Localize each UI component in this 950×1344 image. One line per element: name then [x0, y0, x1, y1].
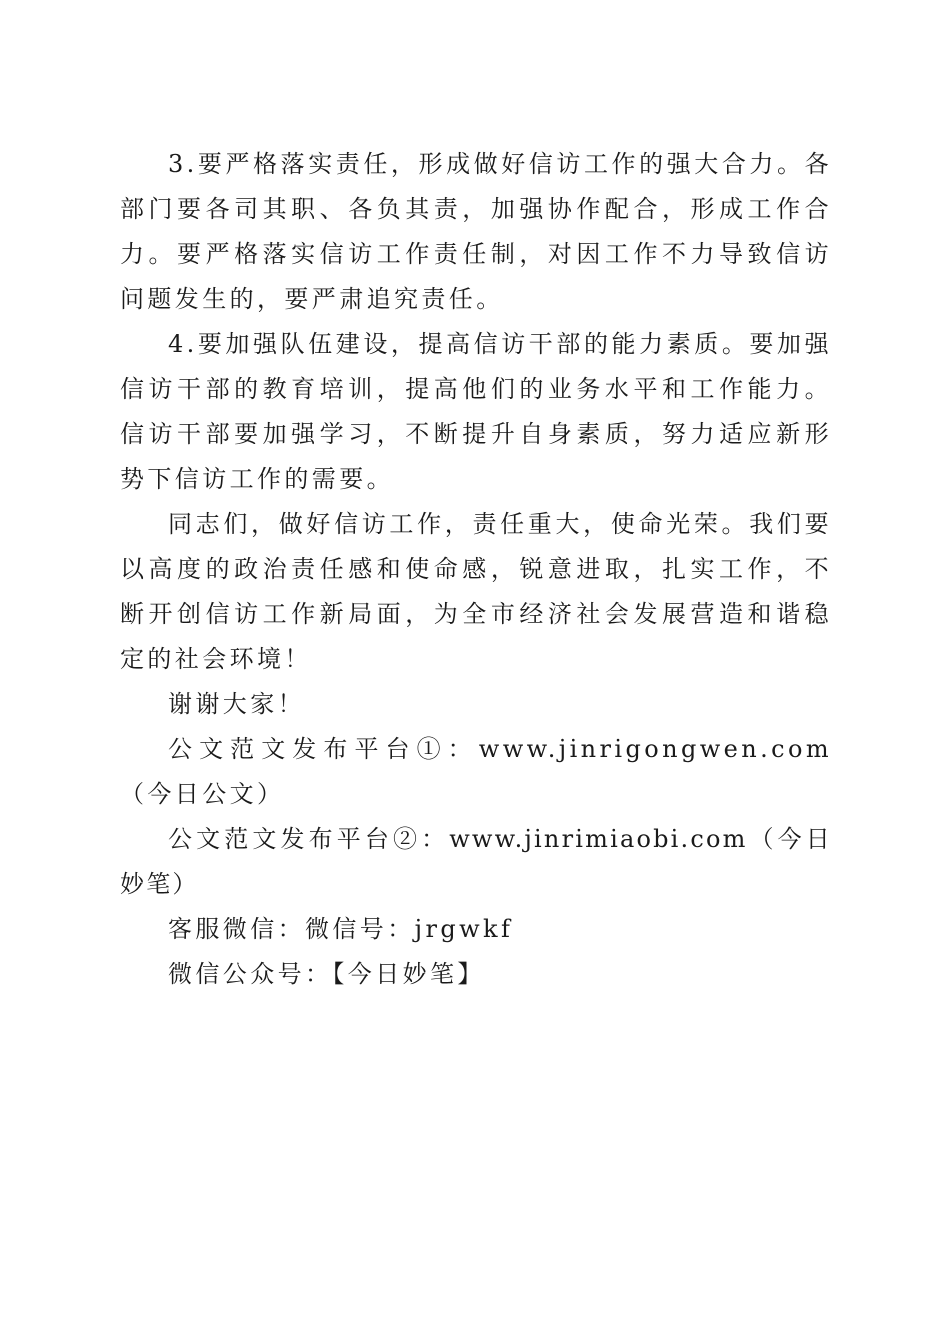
paragraph-team-building: 4.要加强队伍建设，提高信访干部的能力素质。要加强信访干部的教育培训，提高他们的业务水平和工作能力。信访干部要加强学习，不断提升自身素质，努力适应新形势下信访工作的需要。	[120, 330, 832, 493]
paragraph-responsibility: 3.要严格落实责任，形成做好信访工作的强大合力。各部门要各司其职、各负其责，加强协作配合，形成工作合力。要严格落实信访工作责任制，对因工作不力导致信访问题发生的，要严肃追究责任。	[120, 150, 832, 313]
footer-wechat-public: 微信公众号：【今日妙笔】	[168, 960, 485, 988]
footer-wechat-service: 客服微信：微信号：jrgwkf	[168, 915, 514, 943]
footer-platform-1: 公文范文发布平台①：www.jinrigongwen.com（今日公文）	[120, 735, 832, 808]
paragraph-closing: 同志们，做好信访工作，责任重大，使命光荣。我们要以高度的政治责任感和使命感，锐意进取，扎实工作，不断开创信访工作新局面，为全市经济社会发展营造和谐稳定的社会环境！	[120, 510, 832, 673]
document-body	[120, 142, 832, 997]
paragraph-thanks: 谢谢大家！	[168, 690, 305, 718]
footer-platform-2: 公文范文发布平台②：www.jinrimiaobi.com（今日妙笔）	[120, 825, 832, 898]
